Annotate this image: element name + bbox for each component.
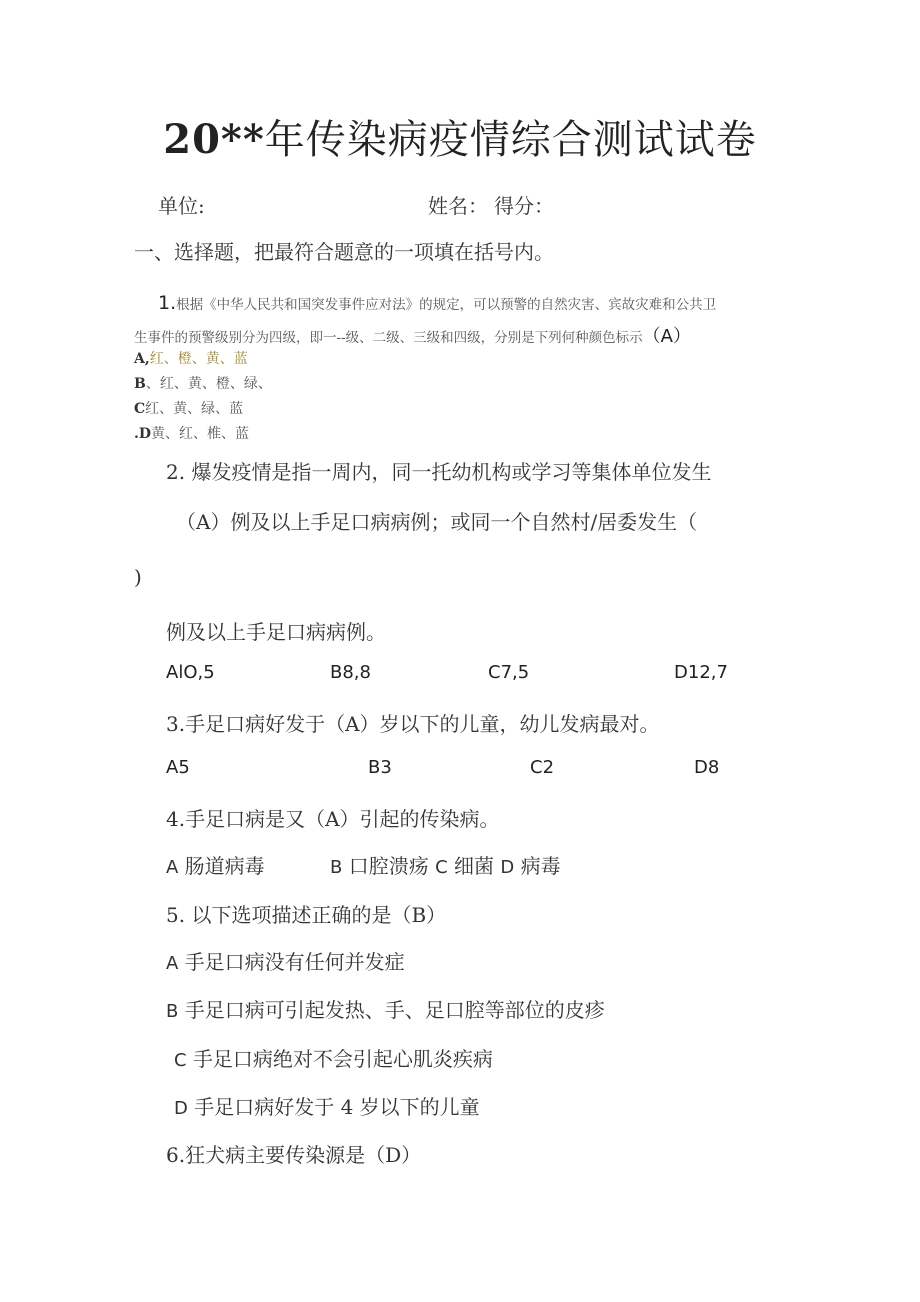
title-year: 20** [163, 116, 265, 163]
q2-option-c: C7,5 [488, 662, 530, 683]
q5-option-b-text: 手足口病可引起发热、手、足口腔等部位的皮疹 [178, 998, 605, 1022]
q1-option-d-letter: .D [134, 426, 152, 442]
q3-option-c: C2 [530, 757, 555, 778]
q4-option-b-letter: B [330, 857, 343, 878]
q1-option-c [134, 398, 243, 418]
score-label: 得分： [494, 194, 554, 218]
q1-line1 [158, 292, 716, 314]
q4-options-bcd [330, 850, 561, 879]
q2-option-b: B8,8 [330, 662, 371, 683]
q3-text: 3.手足口病好发于（A）岁以下的儿童，幼儿发病最对。 [166, 712, 660, 736]
q4-option-a [166, 850, 265, 879]
q3-option-a: A5 [166, 757, 190, 778]
q4-option-a-text: 肠道病毒 [178, 854, 265, 878]
q5-option-d-letter: D [174, 1098, 188, 1119]
q4-option-c-text: 细菌 [447, 854, 501, 878]
q2-line3: ) [134, 565, 142, 589]
q5-option-a-text: 手足口病没有任何并发症 [178, 950, 405, 974]
q1-option-a-text: 红、橙、黄、蓝 [149, 351, 248, 367]
name-label: 姓名： [428, 194, 488, 218]
q5-option-b-letter: B [166, 1001, 179, 1022]
q2-line4: 例及以上手足口病病例。 [166, 620, 386, 644]
q5-option-c-letter: C [174, 1050, 187, 1071]
q1-option-b-text: 、红、黄、橙、绿、 [145, 376, 272, 392]
q5-text: 5. 以下选项描述正确的是（B） [166, 903, 447, 927]
q1-text-2: 生事件的预警级别分为四级，即一--级、二级、三级和四级，分别是下列何种颜色标示 [134, 330, 643, 346]
section-heading: 一、选择题，把最符合题意的一项填在括号内。 [134, 240, 554, 264]
page-title [0, 108, 920, 165]
q5-option-d-text: 手足口病好发于 4 岁以下的儿童 [187, 1095, 480, 1119]
q1-option-b [134, 373, 272, 393]
q1-number: 1. [158, 292, 177, 314]
q3-option-d: D8 [694, 757, 720, 778]
q1-option-a-letter: A, [134, 351, 150, 367]
q5-option-c [174, 1043, 493, 1072]
q2-option-a: AlO,5 [166, 662, 215, 683]
q1-option-c-letter: C [134, 401, 146, 417]
q2-line2: （A）例及以上手足口病病例；或同一个自然村/居委发生（ [176, 510, 698, 534]
q2-line1: 2. 爆发疫情是指一周内，同一托幼机构或学习等集体单位发生 [166, 460, 712, 484]
q4-option-b-text: 口腔溃疡 [342, 854, 436, 878]
q1-answer: （A） [642, 326, 691, 347]
q4-option-d-text: 病毒 [514, 854, 561, 878]
unit-label: 单位: [158, 194, 205, 218]
q5-option-a-letter: A [166, 953, 179, 974]
q6-text: 6.狂犬病主要传染源是（D） [166, 1143, 422, 1167]
title-text: 年传染病疫情综合测试试卷 [264, 117, 757, 163]
q3-option-b: B3 [368, 757, 392, 778]
q4-option-d-letter: D [500, 857, 515, 878]
q5-option-d [174, 1091, 480, 1120]
q1-option-a [134, 348, 248, 368]
q4-text: 4.手足口病是又（A）引起的传染病。 [166, 807, 500, 831]
q4-option-a-letter: A [166, 857, 179, 878]
q1-line2 [134, 322, 691, 348]
q1-option-b-letter: B [134, 376, 146, 392]
q1-option-d-text: 黄、红、椎、蓝 [151, 426, 250, 442]
q1-option-c-text: 红、黄、绿、蓝 [145, 401, 244, 417]
q4-option-c-letter: C [435, 857, 448, 878]
q1-option-d [134, 423, 249, 443]
q2-option-d: D12,7 [674, 662, 728, 683]
q1-text-1: 根据《中华人民共和国突发事件应对法》的规定，可以预警的自然灾害、宾故灾难和公共卫 [176, 297, 717, 313]
q5-option-a [166, 946, 405, 975]
q5-option-c-text: 手足口病绝对不会引起心肌炎疾病 [186, 1047, 493, 1071]
q5-option-b [166, 994, 605, 1023]
